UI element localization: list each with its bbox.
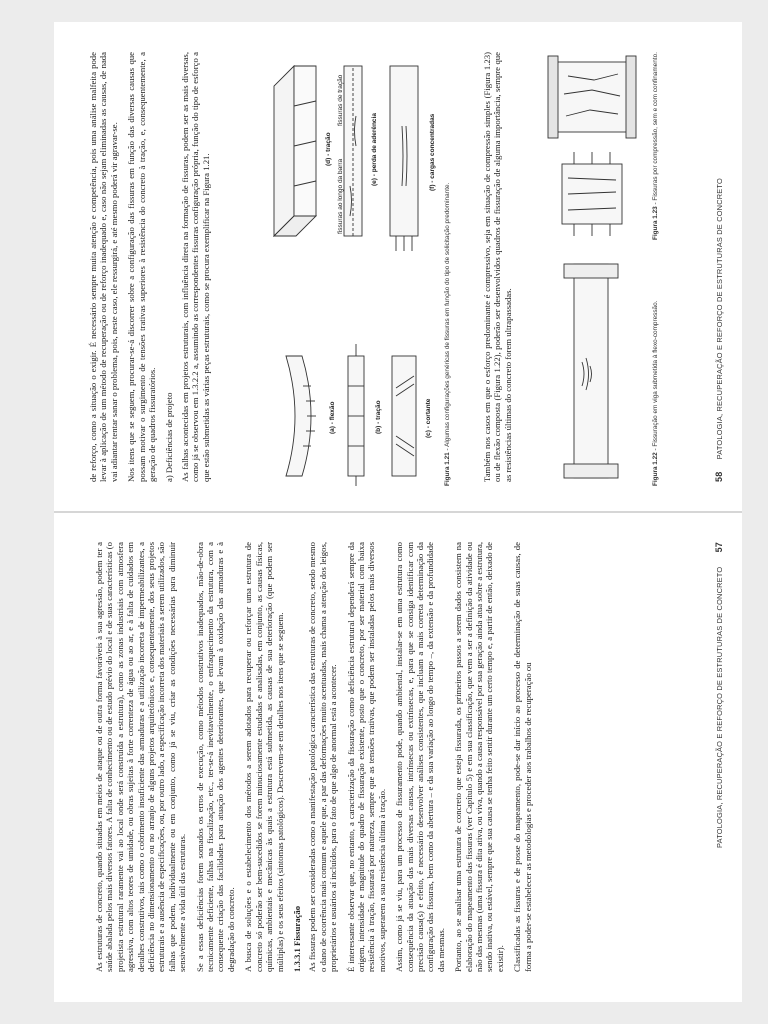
page-58-body [88,52,218,482]
label-tracao-b: (b) - tração [375,400,382,434]
paragraph: Classificadas as fissuras e de posse do mapeamento, pode-se dar início ao processo de determinação de suas causas, de forma a poder-se estabelecer as metodologias e proceder aos trabalhos de recuperação ou [512,542,533,972]
paragraph: As estruturas de concreto, quando situadas em meios de ataque ou de outra forma favoráveis à sua agressão, podem ter a saúde abalada pelos mais diversos fatores. A falta de conhecimento ou de estudo prévio do local e de suas características (o projetista estrutural raramente vai ao local onde será construída a estrutura), como as zonas industriais com atmosfera agressiva, com altos teores de umidade, ou obras sujeitas à forte correnteza de água ou ao ar, e à falta de cuidados em detalhes construtivos, tais como o cobrimento insuficiente das armaduras e a utilização incorreta de impermeabilizantes, a deficiência no dimensionamento ou no arranjo de alguns projetos arquitetônicos e, consequentemente, dos seus projetos estruturais e a ausência de especificações, ou, por outro lado, a especificação incorreta dos materiais a serem utilizados, são falhas que podem, individualmente ou em conjunto, como já se viu, criar as condições necessárias para diminuir sensivelmente a vida útil das estruturas. [94,542,188,972]
crack-patterns-diagram [266,48,444,486]
paragraph: As fissuras podem ser consideradas como a manifestação patológica característica das estruturas de concreto, sendo mesmo o dano de ocorrência mais comum e aquele que, a par das deformações muito acentuadas, mais chama a atenção dos leigos, proprietários e usuários aí incluídos, para o fato de que algo de anormal está a acontecer. [307,542,339,972]
figure-1-22 [534,256,684,486]
caption-label: Figura 1.21 [444,452,451,486]
flexo-compression-beam [534,256,652,486]
figure-1-21 [266,48,466,486]
paragraph: A busca de soluções e o estabelecimento dos métodos a serem adotados para recuperar ou reforçar uma estrutura de concreto só poderão ser bem-sucedidos se forem minuciosamente estudadas e analisadas, em conjunto, as causas físicas, químicas, ambientais e mecânicas às quais a estrutura está submetida, as causas de sua deterioração (que podem ser múltiplas) e os seus efeitos (sintomas patológicos). Descrevem-se em detalhes nos itens que se seguem. [243,542,285,972]
paragraph: Portanto, ao se analisar uma estrutura de concreto que esteja fissurada, os primeiros passos a serem dados consistem na elaboração do mapeamento das fissuras (ver Capítulo 5) e em sua classificação, que vem a ser a definição da atividade ou não das mesmas (uma fissura é dita ativa, ou viva, quando a causa responsável por sua geração ainda atua sobre a estrutura, sendo inativa, ou estável, sempre que sua causa se tenha feito sentir durante um certo tempo e, a partir de então, deixado de existir). [453,542,505,972]
figure-1-23 [534,50,684,240]
annotation-fissuras-tracao: fissuras de tração [337,74,344,126]
subsection-heading: a) Deficiências de projeto [164,392,175,482]
paragraph: de reforço, como a situação o exigir. É necessário sempre muita atenção e competência, pois uma análise malfeita pode levar à aplicação de um método de recuperação ou de reforço inadequado e, caso não sejam eliminadas as causas, de nada vai adiantar tentar sanar o problema, pois, neste caso, ele ressurgirá, e até mesmo poderá vir agravar-se. [88,52,119,482]
paragraph: É interessante observar que, no entanto, a caracterização da fissuração como deficiência estrutural dependerá sempre da origem, intensidade e magnitude do quadro de fissuração existente, posto que o concreto, por ser material com baixa resistência à tração, fissurará por natureza, sempre que as tensões trativas, que podem ser instaladas pelos mais diversos motivos, superarem a sua resistência última à tração. [345,542,387,972]
figure-1-22-caption [652,256,660,486]
label-tracao-d: (d) - tração [325,132,332,166]
caption-text: - Algumas configurações genéricas de fissuras em função do tipo de solicitação predominante. [444,182,451,453]
caption-text: - Fissuras por compressão, sem e com confinamento. [652,52,659,207]
annotation-fissuras-barra: fissuras ao longo da barra [337,158,344,234]
page-58-body-lower [482,52,520,482]
figure-1-21-caption [444,48,452,486]
paragraph: Assim, como já se viu, para um processo de fissuramento pode, quando ambiental, instalar-se em uma estrutura como consequência da atuação das mais diversas causas, intrínsecas ou extrínsecas, e, para que se consiga identificar com precisão causa(s) e efeito, é necessário desenvolver análises consistentes, que incluam a mais correta determinação da configuração das fissuras, bem como da abertura – e da sua variação ao longo do tempo –, da extensão e da profundidade das mesmas. [394,542,446,972]
page-57-footer [714,542,724,972]
label-flexao: (a) - flexão [329,401,336,434]
paragraph: Nos itens que se seguem, procurar-se-á discorrer sobre a configuração das fissuras em função das diversas causas que possam motivar o surgimento de tensões trativas superiores à resistência do concreto à tração, e, consequentemente, a geração de quadros fissuratórios. [126,52,158,482]
page-58 [54,22,742,512]
compression-columns [534,50,652,240]
paragraph: Se a essas deficiências forem somados os erros de execução, como métodos construtivos inadequados, mão-de-obra tecnicamente deficiente, falhas na fiscalização, etc., ter-se-á inevitavelmente, o enfraquecimento da estrutura, com a consequente criação das facilidades para atuação dos agentes deteriorantes, que levam à oxidação das armaduras e à degradação do concreto. [194,542,236,972]
page-57 [54,512,742,1002]
paragraph: As falhas acontecidas em projetos estruturais, com influência direta na formação de fissuras, podem ser as mais diversas, como já se observou em 1.3.2.2 a, assumindo as correspondentes fissuras configuração própria, função do tipo de esforço a que estão submetidas as várias peças estruturais, como se procura exemplificar na Figura 1.21. [179,52,211,482]
running-footer: PATOLOGIA, RECUPERAÇÃO E REFORÇO DE ESTRUTURAS DE CONCRETO [715,178,724,460]
paragraph: Também nos casos em que o esforço predominante é compressivo, seja em situação de compressão simples (Figura 1.23) ou de flexão composta (Figura 1.22), poderão ser desenvolvidos quadros de fissuração de alguma importância, sempre que as resistências últimas do concreto forem ultrapassadas. [482,52,513,482]
rotated-spread [54,22,742,1002]
page-58-footer [714,52,724,482]
page-number: 58 [714,471,724,482]
caption-label: Figura 1.23 [652,206,659,240]
caption-text: - Fissuração em viga submetida à flexo-compressão. [652,300,659,453]
label-perda-aderencia: (e) - perda de aderência [371,113,378,186]
running-footer: PATOLOGIA, RECUPERAÇÃO E REFORÇO DE ESTRUTURAS DE CONCRETO [715,566,724,848]
page-57-body [94,542,540,972]
section-heading: 1.3.3.1 Fissuração [291,905,302,972]
label-cargas-concentradas: (f) - cargas concentradas [429,113,436,191]
scanned-sheet [54,22,742,1002]
figure-1-23-caption [652,50,660,240]
page-number: 57 [714,542,724,553]
label-cortante: (c) - cortante [425,398,432,438]
caption-label: Figura 1.22 [652,452,659,486]
